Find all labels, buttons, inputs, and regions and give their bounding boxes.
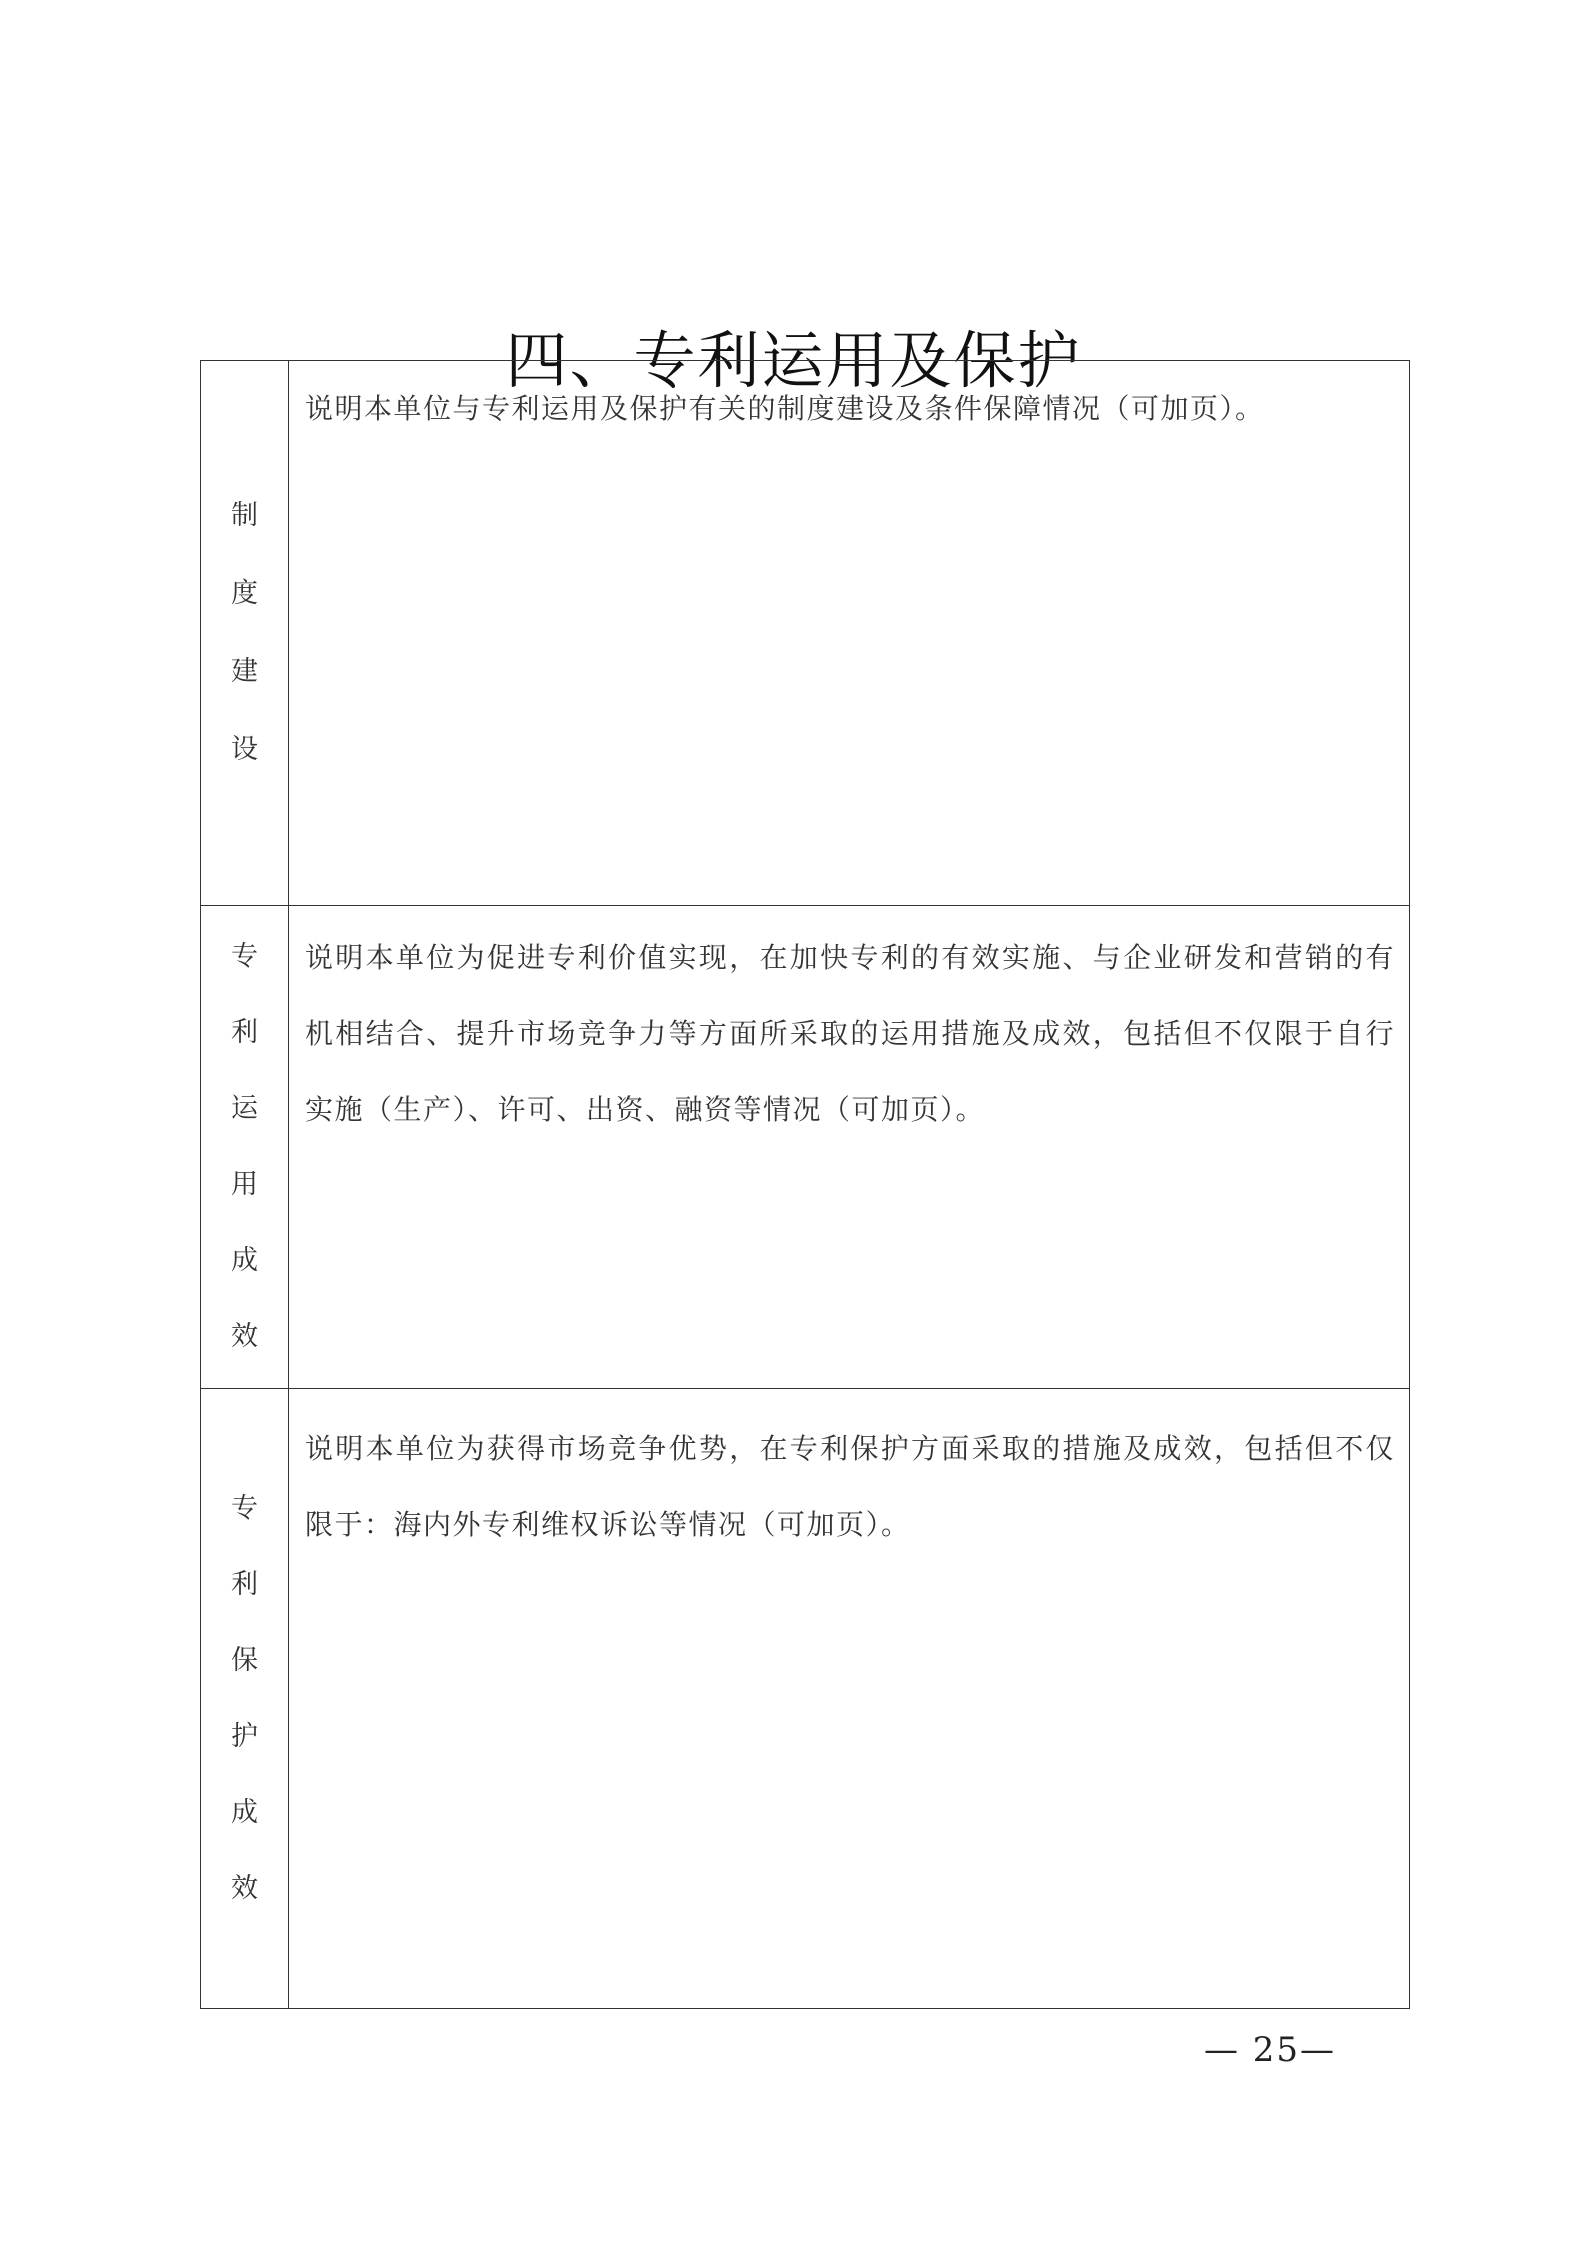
table-row: [201, 1389, 1410, 2009]
row-label-patent-application-results: 专利运用成效: [231, 941, 258, 1352]
row-label-cell: [201, 361, 289, 906]
row-label-patent-protection-results: 专利保护成效: [231, 1492, 258, 1904]
instruction-text: 说明本单位为获得市场竞争优势，在专利保护方面采取的措施及成效，包括但不仅限于：海内外专利维权诉讼等情况（可加页）。: [305, 1432, 1395, 1541]
page-number: — 25—: [1203, 2030, 1337, 2070]
row-label-cell: [201, 906, 289, 1389]
table-row: [201, 361, 1410, 906]
instruction-text: 说明本单位为促进专利价值实现，在加快专利的有效实施、与企业研发和营销的有机相结合、提升市场竞争力等方面所采取的运用措施及成效，包括但不仅限于自行实施（生产）、许可、出资、融资等情况（可加页）。: [305, 941, 1395, 1126]
row-label-system-construction: 制度建设: [231, 500, 258, 765]
answer-field-system-construction[interactable]: [289, 361, 1410, 906]
patent-form-table: [200, 360, 1410, 2009]
instruction-text: 说明本单位与专利运用及保护有关的制度建设及条件保障情况（可加页）。: [305, 392, 1265, 425]
row-label-cell: [201, 1389, 289, 2009]
page-title: 四、专利运用及保护: [505, 323, 1082, 397]
answer-field-patent-protection-results[interactable]: [289, 1389, 1410, 2009]
answer-field-patent-application-results[interactable]: [289, 906, 1410, 1389]
table-row: [201, 906, 1410, 1389]
